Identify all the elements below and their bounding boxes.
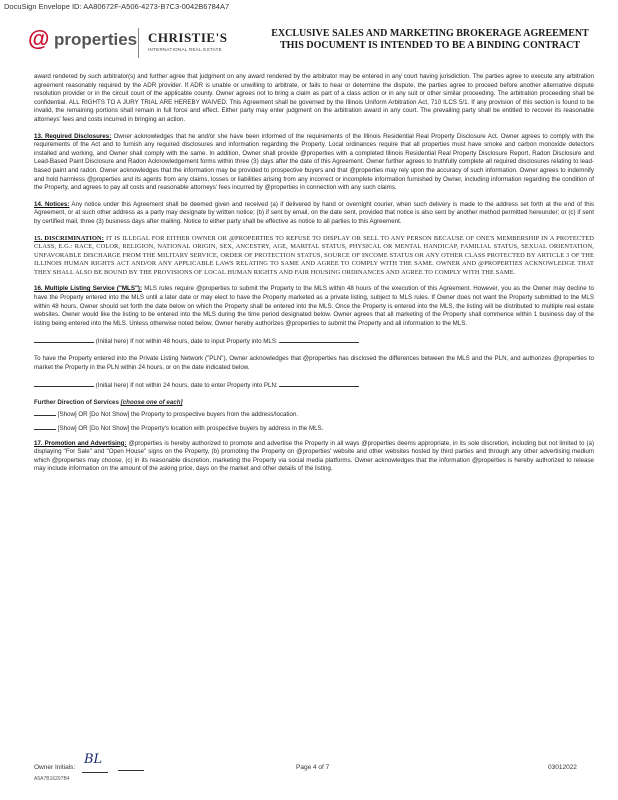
section-17-heading: 17. Promotion and Advertising: [34,439,127,447]
option-1-text: [Show] OR [Do Not Show] the Property to prospective buyers from the address/location. [57,411,299,419]
page-number: Page 4 of 7 [296,764,330,771]
owner-initials-label: Owner Initials: [34,764,76,771]
section-17 [34,440,594,474]
section-16-text: MLS rules require @properties to submit the Property to the MLS within 48 hours of the execution of this Agreement. However, you as the Owner may decline to have the Property entered into the MLS until a later date or may elect to have the Property marketed as a private listing, subject to MLS rules. If Owner does not want the Property submitted to the MLS within 48 hours, Owner should set forth the date below on which the Property shall be entered into the MLS. Once the Property is entered into the MLS, the listing will be distributed to multiple real estate websites. Owner would like the listing to be entered into the MLS during the time period designated below. Owner agrees that all marketing of the Property shall commence within 1 business day of the listing being entered into the MLS. Unless otherwise noted below, Owner hereby authorizes @properties to submit the Property and all information to the MLS. [34,285,594,327]
option-2-text: [Show] OR [Do Not Show] the Property's location with prospective buyers by address in the MLS. [57,425,324,432]
pln-initial-text: (Initial here) If not within 24 hours, date to enter Property into PLN: [95,382,278,390]
document-body [34,73,594,482]
mls-initial-blank[interactable] [34,336,94,343]
pln-initial-blank[interactable] [34,380,94,387]
document-title [250,28,610,52]
section-14-heading: 14. Notices: [34,200,70,208]
section-13-heading: 13. Required Disclosures: [34,132,112,140]
title-line-1: EXCLUSIVE SALES AND MARKETING BROKERAGE AGREEMENT [271,28,589,39]
section-14 [34,201,594,227]
option-1-blank[interactable] [34,409,56,416]
intro-paragraph: award rendered by such arbitrator(s) and further agree that judgment on any award rendered by the arbitrator may be entered in any court having jurisdiction. The parties agree to execute any arbitration agreement reasonably required by the ADR provider. If ADR is unable or unwilling to arbitrate, or fails to hear or determine the dispute, the parties agree to proceed before another alternative dispute resolution provider or in the circuit court of the applicable county. Owner agrees not to bring a claim as part of a class action or in any suit or other similar proceeding. The arbitration proceeding shall be confidential. ALL RIGHTS TO A JURY TRIAL ARE HEREBY WAIVED. This Agreement shall be governed by the Illinois Uniform Arbitration Act, 710 ILCS 5/1. If any provision of this section is found to be invalid, the remaining portions shall remain in full force and effect. Either party may enter judgment on the arbitration award in any court. The prevailing party shall be entitled to recover its reasonable attorneys' fees and costs incurred in bringing an action. [34,73,594,123]
section-15-heading: 15. DISCRIMINATION: [34,234,104,242]
christies-logo: CHRISTIE'S [148,30,228,45]
option-2-line [34,423,594,434]
pln-initial-line [34,380,594,391]
section-13-text: Owner acknowledges that he and/or she have been informed of the requirements of the Illinois Residential Real Property Disclosure Act. Owner agrees to comply with the requirements of the Act and to furnish any required disclosures and information regarding the Property. Local ordinances require that all properties must have smoke and carbon monoxide detectors installed and working, and Owner shall comply with the same. In addition, Owner shall provide @properties with a completed Illinois Residential Real Property Disclosure Report, Radon Disclosure and Lead-Based Paint Disclosure and Radon Acknowledgement forms within three (3) days after the date of this Agreement. Owner further agrees to truthfully complete all required disclosures relating to lead-based paint and radon. Owner acknowledges that the information may be provided to prospective buyers and that @properties may rely upon the accuracy of such information. Owner agrees to indemnify and hold harmless @properties and its agents from any claims, losses or liabilities arising from any incorrect or incomplete information furnished by Owner, including information regarding the condition of the Property, and agrees to pay all costs and reasonable attorneys' fees incurred by @properties in connection with any such claims. [34,132,594,192]
section-14-text: Any notice under this Agreement shall be deemed given and received (a) if delivered by hand or overnight courier, when such delivery is made to the address set forth at the end of this Agreement, or at such other address as a party may designate by written notice; (b) if sent by email, on the date sent, provided that notice is also sent by another method permitted hereunder; or (c) if sent by certified mail, three (3) business days after mailing. Notice to either party shall be effective as notice to all parties to this Agreement. [34,200,594,225]
further-direction-heading [34,399,594,408]
section-15 [34,235,594,278]
section-15-text: IT IS ILLEGAL FOR EITHER OWNER OR @PROPERTIES TO REFUSE TO DISPLAY OR SELL TO ANY PERSON BECAUSE OF ONE'S MEMBERSHIP IN A PROTECTED CLASS, E.G.: RACE, COLOR, RELIGION, NATIONAL ORIGIN, SEX, ANCESTRY, AGE, MARITAL STATUS, PHYSICAL OR MENTAL HANDICAP, FAMILIAL STATUS, SEXUAL ORIENTATION, UNFAVORABLE DISCHARGE FROM THE MILITARY SERVICE, ORDER OF PROTECTION STATUS, SOURCE OF INCOME STATUS OR ANY OTHER CLASS PROTECTED BY ARTICLE 3 OF THE ILLINOIS HUMAN RIGHTS ACT AND/OR ANY APPLICABLE LAWS RELATING TO SAME AND AGREE TO COMPLY WITH THE SAME. OWNER AND @PROPERTIES ACKNOWLEDGE THAT THEY SHALL ALSO BE BOUND BY THE PROVISIONS OF LOCAL HUMAN RIGHTS AND FAIR HOUSING ORDINANCES AND AGREE TO COMPLY WITH THE SAME. [34,234,594,276]
christies-subtitle: INTERNATIONAL REAL ESTATE [148,47,222,52]
section-16-heading: 16. Multiple Listing Service ("MLS"): [34,285,143,293]
form-code: A5A7B16297B4 [34,776,70,782]
further-direction-choose: [choose one of each] [120,398,183,406]
pln-date-blank[interactable] [279,380,359,387]
owner-initials-signature: BL [84,752,103,767]
section-16 [34,285,594,328]
document-header [20,20,610,64]
mls-date-blank[interactable] [279,336,359,343]
properties-logo-text: properties [54,30,138,49]
envelope-id: DocuSign Envelope ID: AA80672F-A506-4273-B7C3-0042B6784A7 [4,2,230,11]
mls-initial-line [34,336,594,347]
page-footer [34,752,594,782]
mls-initial-text: (Initial here) If not within 48 hours, date to input Property into MLS: [95,338,278,346]
pln-paragraph: To have the Property entered into the Private Listing Network ("PLN"), Owner acknowledges that @properties has disclosed the differences between the MLS and the PLN, and authorizes @properties to market the Property in the PLN within 24 hours, or on the date indicated below. [34,355,594,371]
further-direction-title: Further Direction of Services [34,398,119,406]
form-date: 03012022 [548,764,577,771]
option-2-blank[interactable] [34,423,56,430]
logo-divider [138,28,139,58]
co-owner-initials-field[interactable] [118,770,144,771]
option-1-line [34,409,594,420]
properties-logo-at: @ [28,26,50,51]
section-13 [34,133,594,193]
title-line-2: THIS DOCUMENT IS INTENDED TO BE A BINDING CONTRACT [279,40,581,51]
section-17-text: @properties is hereby authorized to promote and advertise the Property in all ways @properties deems appropriate, in its sole discretion, including but not limited to (a) displaying "For Sale" and "Open House" signs on the Property, (b) promoting the Property on @properties' website and other websites hosted by third parties and through any other advertising medium which @properties may choose, (c) in its reasonable discretion, marketing the Property via social media platforms. Owner acknowledges that the information @properties is hereby authorized to release may include information on the amount of the asking price, days on the market and other details of the listing. [34,439,595,473]
